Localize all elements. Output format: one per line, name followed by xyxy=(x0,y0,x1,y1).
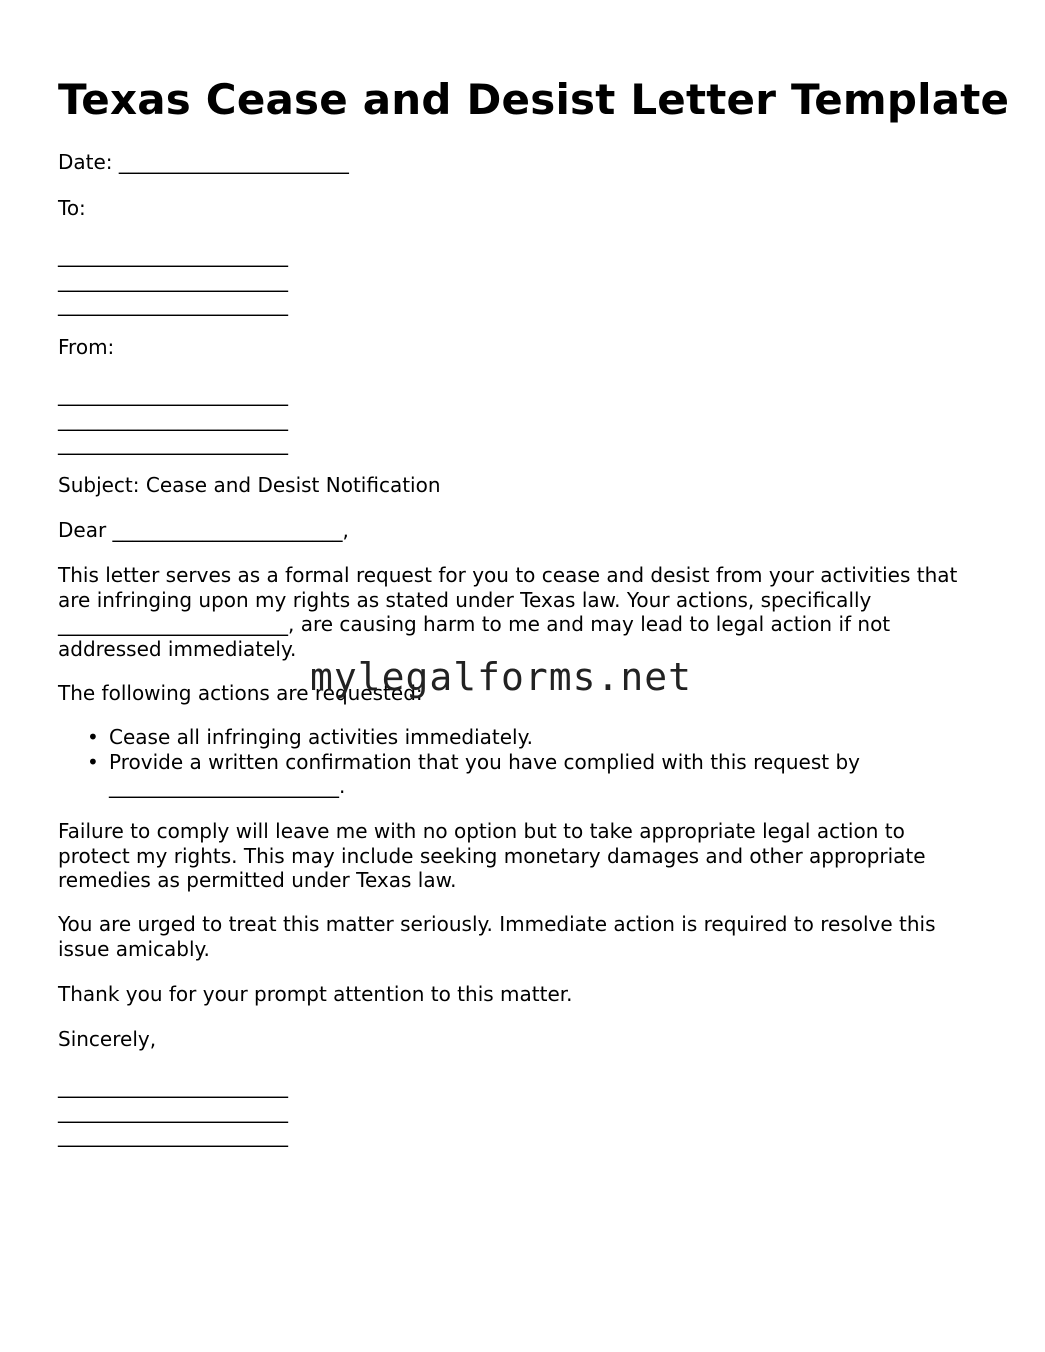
list-item-text: Cease all infringing activities immediately. xyxy=(109,725,533,749)
date-line: Date: _______________________ xyxy=(58,150,349,174)
requests-intro: The following actions are requested: xyxy=(58,681,423,705)
paragraph-line: protect my rights. This may include seeking monetary damages and other appropriate xyxy=(58,843,926,868)
list-item-text: _______________________. xyxy=(109,774,346,798)
list-item xyxy=(87,725,860,750)
requests-list xyxy=(58,725,860,799)
bullet-icon: • xyxy=(87,749,99,774)
signature-blank-line: _______________________ xyxy=(58,1074,288,1098)
from-blank-line: _______________________ xyxy=(58,382,288,406)
from-label: From: xyxy=(58,335,115,359)
body-paragraph-1 xyxy=(58,563,988,661)
from-blank-line: _______________________ xyxy=(58,431,288,455)
paragraph-line: You are urged to treat this matter seriously. Immediate action is required to resolve this xyxy=(58,912,936,936)
list-item xyxy=(87,749,860,799)
subject-line: Subject: Cease and Desist Notification xyxy=(58,473,441,497)
paragraph-line: This letter serves as a formal request for you to cease and desist from your activities that xyxy=(58,563,958,587)
paragraph-line: _______________________, are causing harm to me and may lead to legal action if not xyxy=(58,612,891,636)
page-title: Texas Cease and Desist Letter Template xyxy=(58,75,1010,124)
paragraph-line: addressed immediately. xyxy=(58,636,297,661)
bullet-icon: • xyxy=(87,725,99,749)
to-label: To: xyxy=(58,196,86,220)
thanks-line: Thank you for your prompt attention to this matter. xyxy=(58,982,573,1006)
list-item-text: Provide a written confirmation that you have complied with this request by xyxy=(109,749,860,774)
paragraph-line: remedies as permitted under Texas law. xyxy=(58,868,457,892)
paragraph-line: Failure to comply will leave me with no option but to take appropriate legal action to xyxy=(58,819,905,843)
to-blank-line: _______________________ xyxy=(58,292,288,316)
paragraph-line: are infringing upon my rights as stated under Texas law. Your actions, specifically xyxy=(58,587,872,612)
salutation: Dear _______________________, xyxy=(58,518,349,542)
to-blank-line: _______________________ xyxy=(58,268,288,292)
paragraph-line: issue amicably. xyxy=(58,936,210,961)
body-paragraph-2 xyxy=(58,819,988,893)
body-paragraph-3 xyxy=(58,912,988,961)
to-blank-line: _______________________ xyxy=(58,243,288,267)
signature-blank-line: _______________________ xyxy=(58,1099,288,1123)
closing: Sincerely, xyxy=(58,1027,157,1051)
signature-blank-line: _______________________ xyxy=(58,1123,288,1147)
from-blank-line: _______________________ xyxy=(58,407,288,431)
watermark: mylegalforms.net xyxy=(310,655,693,699)
